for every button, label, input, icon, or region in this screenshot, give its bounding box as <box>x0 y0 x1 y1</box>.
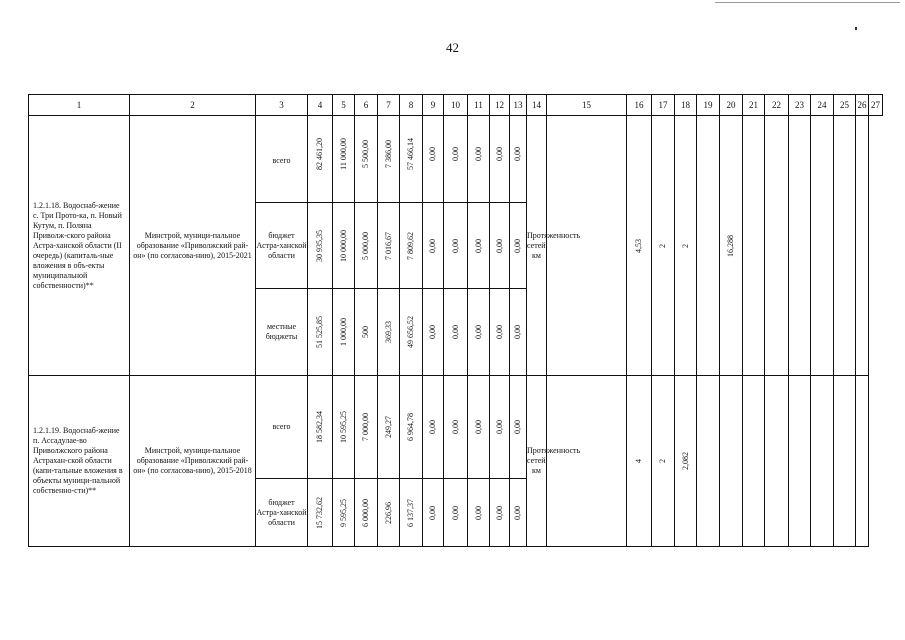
value-text: 7 000,00 <box>361 413 370 441</box>
value-text: 82 461,20 <box>315 138 324 170</box>
target-cell <box>720 116 743 376</box>
value-text: 0,00 <box>513 238 522 253</box>
col-header: 26 <box>856 95 869 116</box>
value-text: 5 000,00 <box>361 231 370 260</box>
value-text: 0,00 <box>494 238 504 253</box>
value-text: 11 000,00 <box>338 138 348 170</box>
value-text: 57 466,14 <box>406 138 415 170</box>
col-header: 24 <box>811 95 834 116</box>
value-cell <box>378 479 400 547</box>
target-cell <box>811 376 834 547</box>
target-cell <box>834 116 856 376</box>
value-text: 0,00 <box>428 238 437 253</box>
target-cell <box>627 376 652 547</box>
table-row <box>29 376 883 479</box>
value-cell <box>308 479 333 547</box>
value-cell <box>490 376 510 479</box>
value-text: 369,33 <box>383 321 393 343</box>
value-text: 0,00 <box>450 420 460 434</box>
value-cell <box>490 479 510 547</box>
value-cell <box>423 289 444 376</box>
target-cell <box>811 116 834 376</box>
target-value: 2 <box>658 459 667 463</box>
col-header: 6 <box>355 95 378 116</box>
value-text: 9 595,25 <box>338 498 348 527</box>
target-cell <box>834 376 856 547</box>
value-text: 6 137,37 <box>406 498 415 527</box>
funding-source: всего <box>256 376 308 479</box>
value-cell <box>333 289 355 376</box>
value-cell <box>355 116 378 203</box>
target-cell <box>743 116 765 376</box>
table-row <box>29 116 883 203</box>
value-text: 7 386,00 <box>383 140 393 168</box>
col-header: 3 <box>256 95 308 116</box>
col-header: 8 <box>400 95 423 116</box>
value-text: 0,00 <box>428 505 437 520</box>
target-cell <box>743 376 765 547</box>
col-header: 16 <box>627 95 652 116</box>
funding-source: местные бюджеты <box>256 289 308 376</box>
funding-source: всего <box>256 116 308 203</box>
target-cell <box>856 376 869 547</box>
value-text: 0,00 <box>494 147 504 161</box>
value-cell <box>510 203 527 289</box>
target-cell <box>720 376 743 547</box>
target-cell <box>765 116 789 376</box>
value-text: 5 500,00 <box>361 140 370 168</box>
value-text: 18 582,34 <box>315 411 324 443</box>
target-cell <box>627 116 652 376</box>
col-header: 13 <box>510 95 527 116</box>
value-cell <box>423 116 444 203</box>
col-header: 1 <box>29 95 130 116</box>
value-cell <box>333 203 355 289</box>
value-cell <box>468 479 490 547</box>
value-cell <box>333 116 355 203</box>
col-header: 10 <box>444 95 468 116</box>
value-text: 0,00 <box>513 505 522 520</box>
executor: Минстрой, муници-пальное образование «Приволжский рай-он» (по согласова-нию), 2015-2021 <box>130 116 256 376</box>
value-cell <box>468 116 490 203</box>
top-rule <box>715 2 900 3</box>
value-text: 0,00 <box>473 147 483 161</box>
value-cell <box>510 376 527 479</box>
value-text: 49 656,52 <box>406 316 415 348</box>
target-value: 2,082 <box>680 452 690 470</box>
value-cell <box>400 376 423 479</box>
value-text: 0,00 <box>428 420 437 434</box>
col-header: 19 <box>697 95 720 116</box>
target-cell <box>856 116 869 376</box>
value-cell <box>308 116 333 203</box>
value-text: 0,00 <box>450 147 460 161</box>
col-header: 21 <box>743 95 765 116</box>
value-text: 0,00 <box>494 325 504 339</box>
target-cell <box>547 116 627 376</box>
value-cell <box>444 116 468 203</box>
scan-mark <box>855 27 857 30</box>
value-text: 0,00 <box>513 325 522 339</box>
header-row <box>29 95 883 116</box>
col-header: 12 <box>490 95 510 116</box>
value-text: 30 935,35 <box>315 229 324 262</box>
page-number: 42 <box>446 40 459 55</box>
target-value: 2 <box>658 243 667 248</box>
value-cell <box>490 203 510 289</box>
target-cell <box>789 376 811 547</box>
value-text: 0,00 <box>494 420 504 434</box>
value-cell <box>333 479 355 547</box>
value-text: 0,00 <box>494 505 504 520</box>
value-cell <box>400 116 423 203</box>
value-text: 7 016,67 <box>383 231 393 260</box>
value-text: 0,00 <box>513 147 522 161</box>
value-cell <box>468 376 490 479</box>
value-text: 0,00 <box>473 505 483 520</box>
col-header: 9 <box>423 95 444 116</box>
value-cell <box>490 289 510 376</box>
executor: Минстрой, муници-пальное образование «Приволжский рай-он» (по согласова-нию), 2015-2018 <box>130 376 256 547</box>
value-cell <box>400 479 423 547</box>
target-cell <box>697 376 720 547</box>
value-cell <box>308 289 333 376</box>
col-header: 23 <box>789 95 811 116</box>
col-header: 4 <box>308 95 333 116</box>
value-text: 226,96 <box>383 501 393 524</box>
target-cell <box>652 116 675 376</box>
value-cell <box>423 376 444 479</box>
value-text: 10 000,00 <box>338 229 348 262</box>
value-cell <box>355 289 378 376</box>
value-text: 15 732,62 <box>315 496 324 529</box>
value-cell <box>378 116 400 203</box>
funding-source: бюджет Астра-ханской области <box>256 479 308 547</box>
value-cell <box>444 376 468 479</box>
program-table <box>28 94 883 547</box>
col-header: 15 <box>547 95 627 116</box>
value-text: 0,00 <box>450 325 460 339</box>
value-text: 51 525,85 <box>315 316 324 348</box>
value-cell <box>510 289 527 376</box>
col-header: 5 <box>333 95 355 116</box>
target-cell <box>547 376 627 547</box>
target-cell <box>675 376 697 547</box>
value-cell <box>355 479 378 547</box>
target-value: 4,53 <box>634 238 643 253</box>
value-text: 6 964,78 <box>406 413 415 441</box>
value-cell <box>510 116 527 203</box>
target-value: 2 <box>680 243 690 248</box>
target-cell <box>697 116 720 376</box>
indicator-name: Протяженность сетей, км <box>527 116 547 376</box>
col-header: 27 <box>869 95 883 116</box>
value-text: 0,00 <box>473 325 483 339</box>
target-cell <box>675 116 697 376</box>
value-cell <box>444 203 468 289</box>
col-header: 22 <box>765 95 789 116</box>
value-cell <box>378 203 400 289</box>
col-header: 18 <box>675 95 697 116</box>
col-header: 20 <box>720 95 743 116</box>
value-text: 0,00 <box>428 147 437 161</box>
value-cell <box>308 203 333 289</box>
value-text: 7 809,62 <box>406 231 415 260</box>
value-text: 0,00 <box>473 238 483 253</box>
col-header: 7 <box>378 95 400 116</box>
value-cell <box>378 376 400 479</box>
target-cell <box>652 376 675 547</box>
value-text: 0,00 <box>473 420 483 434</box>
target-cell <box>765 376 789 547</box>
col-header: 2 <box>130 95 256 116</box>
target-value: 4 <box>634 459 643 463</box>
funding-source: бюджет Астра-ханской области <box>256 203 308 289</box>
value-cell <box>400 289 423 376</box>
value-cell <box>400 203 423 289</box>
col-header: 17 <box>652 95 675 116</box>
col-header: 14 <box>527 95 547 116</box>
measure-name: 1.2.1.19. Водоснаб-жение п. Ассадулае-во Приволжского района Астрахан-ской области (капи-тальные вложения в объекты муници-пальной собственно-сти)** <box>29 376 130 547</box>
measure-name: 1.2.1.18. Водоснаб-жение с. Три Прото-ка, п. Новый Кутум, п. Поляна Приволж-ского района Астра-ханской области (II очередь) (капиталь-ные вложения в объ-екты муниципальной собственности)** <box>29 116 130 376</box>
value-cell <box>444 479 468 547</box>
value-cell <box>423 203 444 289</box>
value-cell <box>444 289 468 376</box>
value-cell <box>423 479 444 547</box>
value-text: 249,27 <box>383 416 393 438</box>
target-value: 16,288 <box>726 234 735 257</box>
value-cell <box>490 116 510 203</box>
value-text: 0,00 <box>513 420 522 434</box>
value-cell <box>355 376 378 479</box>
value-cell <box>308 376 333 479</box>
value-cell <box>378 289 400 376</box>
value-text: 0,00 <box>428 325 437 339</box>
indicator-name: Протяженность сетей, км <box>527 376 547 547</box>
value-text: 6 000,00 <box>361 498 370 527</box>
value-cell <box>468 289 490 376</box>
value-text: 500 <box>361 326 370 338</box>
value-text: 0,00 <box>450 238 460 253</box>
value-text: 10 595,25 <box>338 411 348 443</box>
target-cell <box>789 116 811 376</box>
value-text: 1 000,00 <box>338 318 348 346</box>
value-cell <box>333 376 355 479</box>
value-cell <box>355 203 378 289</box>
value-cell <box>510 479 527 547</box>
value-text: 0,00 <box>450 505 460 520</box>
col-header: 25 <box>834 95 856 116</box>
value-cell <box>468 203 490 289</box>
col-header: 11 <box>468 95 490 116</box>
